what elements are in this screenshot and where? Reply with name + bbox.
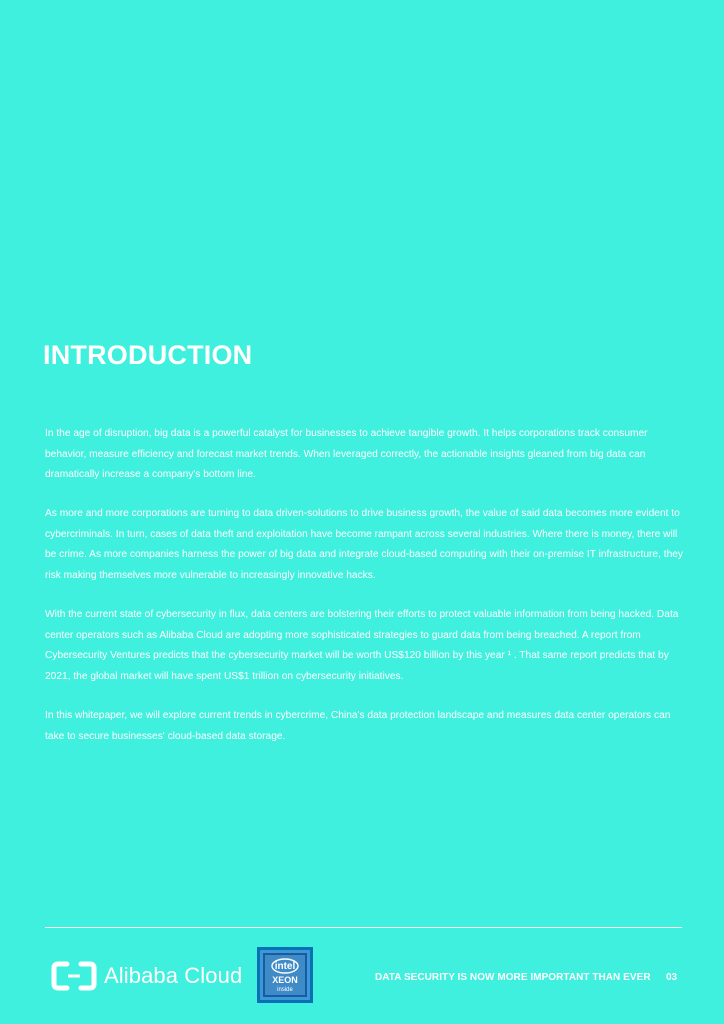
- alibaba-cloud-logo: [51, 961, 242, 991]
- body-text: [45, 424, 685, 766]
- paragraph-4: In this whitepaper, we will explore current trends in cybercrime, China's data protection landscape and measures data center operators can take to secure businesses' cloud-based data storage.: [45, 710, 671, 742]
- badge-line1: XEON: [272, 975, 298, 985]
- badge-brand: intel: [274, 961, 296, 972]
- footer-divider: [45, 927, 682, 928]
- footer-caption: DATA SECURITY IS NOW MORE IMPORTANT THAN EVER: [375, 972, 651, 983]
- alibaba-cloud-bracket-icon: [51, 961, 97, 991]
- intel-xeon-inside-badge: [257, 947, 313, 1003]
- paragraph-3: With the current state of cybersecurity in flux, data centers are bolstering their efforts to protect valuable information from being hacked. Data center operators such as Alibaba Cloud are adopting more sophisticated strategies to guard data from being breached. A report from Cybersecurity Ventures predicts that the cybersecurity market will be worth US$120 billion by this year ¹ . That same report predicts that by 2021, the global market will have spent US$1 trillion on cybersecurity initiatives.: [45, 609, 679, 682]
- paragraph-1: In the age of disruption, big data is a powerful catalyst for businesses to achieve tangible growth. It helps corporations track consumer behavior, measure efficiency and forecast market trends. When leveraged correctly, the actionable insights gleaned from big data can dramatically increase a company's bottom line.: [45, 428, 648, 481]
- page-number: 03: [666, 972, 678, 983]
- page-title: INTRODUCTION: [43, 340, 253, 370]
- logo-text: Alibaba Cloud: [104, 963, 243, 988]
- badge-line2: inside: [277, 987, 293, 993]
- paragraph-2: As more and more corporations are turning to data driven-solutions to drive business growth, the value of said data becomes more evident to cybercriminals. In turn, cases of data theft and exploitation have become rampant across several industries. Where there is money, there will be crime. As more companies harness the power of big data and integrate cloud-based computing with their on-premise IT infrastructure, they risk making themselves more vulnerable to increasingly innovative hacks.: [45, 508, 683, 582]
